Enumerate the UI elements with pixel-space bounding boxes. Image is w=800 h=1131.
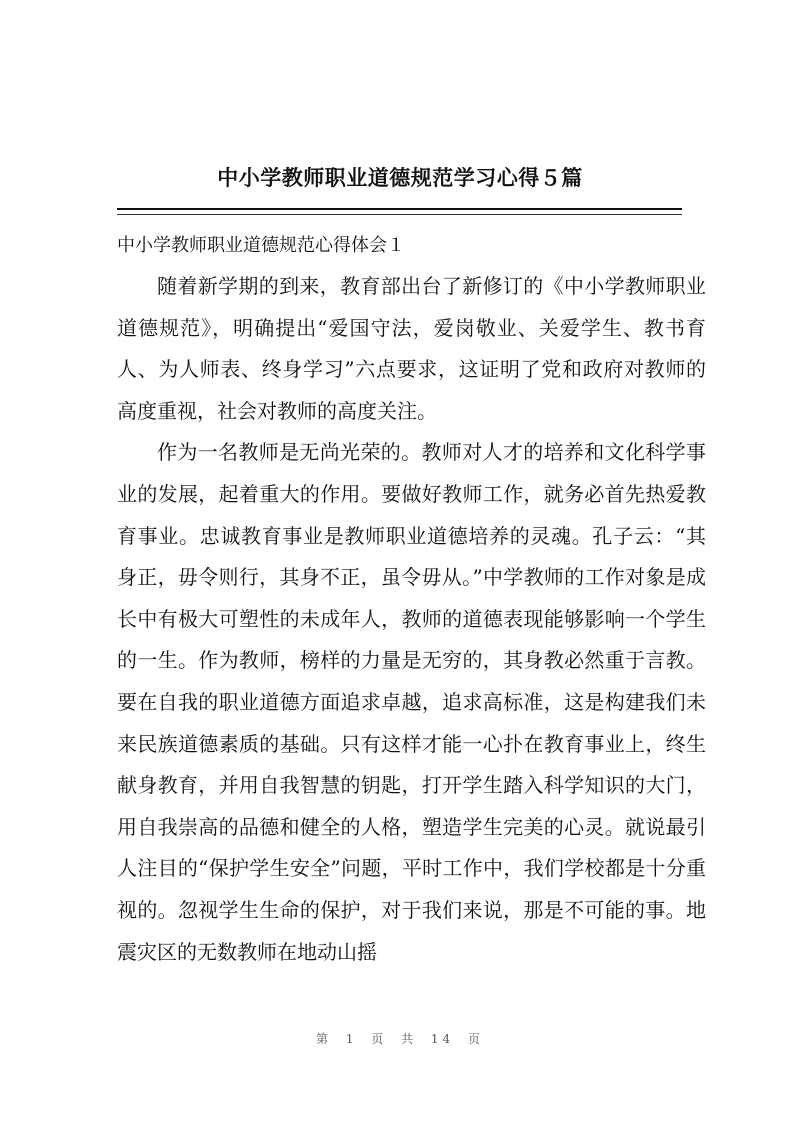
body-text [117, 266, 706, 973]
title-divider [117, 208, 682, 210]
paragraph-2: 作为一名教师是无尚光荣的。教师对人才的培养和文化科学事业的发展，起着重大的作用。要做好教师工作，就务必首先热爱教育事业。忠诚教育事业是教师职业道德培养的灵魂。孔子云：“其身正，毋令则行，其身不正，虽令毋从。”中学教师的工作对象是成长中有极大可塑性的未成年人，教师的道德表现能够影响一个学生的一生。作为教师，榜样的力量是无穷的，其身教必然重于言教。要在自我的职业道德方面追求卓越，追求高标准，这是构建我们未来民族道德素质的基础。只有这样才能一心扑在教育事业上，终生献身教育，并用自我智慧的钥匙，打开学生踏入科学知识的大门，用自我崇高的品德和健全的人格，塑造学生完美的心灵。就说最引人注目的“保护学生安全”问题，平时工作中，我们学校都是十分重视的。忽视学生生命的保护，对于我们来说，那是不可能的事。地震灾区的无数教师在地动山摇 [117, 440, 706, 964]
document-title: 中小学教师职业道德规范学习心得５篇 [217, 165, 583, 190]
paragraph-1: 随着新学期的到来，教育部出台了新修订的《中小学教师职业道德规范》，明确提出“爱国守法，爱岗敬业、关爱学生、教书育人、为人师表、终身学习”六点要求，这证明了党和政府对教师的高度重视，社会对教师的高度关注。 [117, 274, 706, 423]
section-subtitle: 中小学教师职业道德规范心得体会１ [117, 235, 405, 256]
page-footer: 第 1 页 共 14 页 [316, 1032, 484, 1046]
title-divider-thin [117, 214, 682, 215]
